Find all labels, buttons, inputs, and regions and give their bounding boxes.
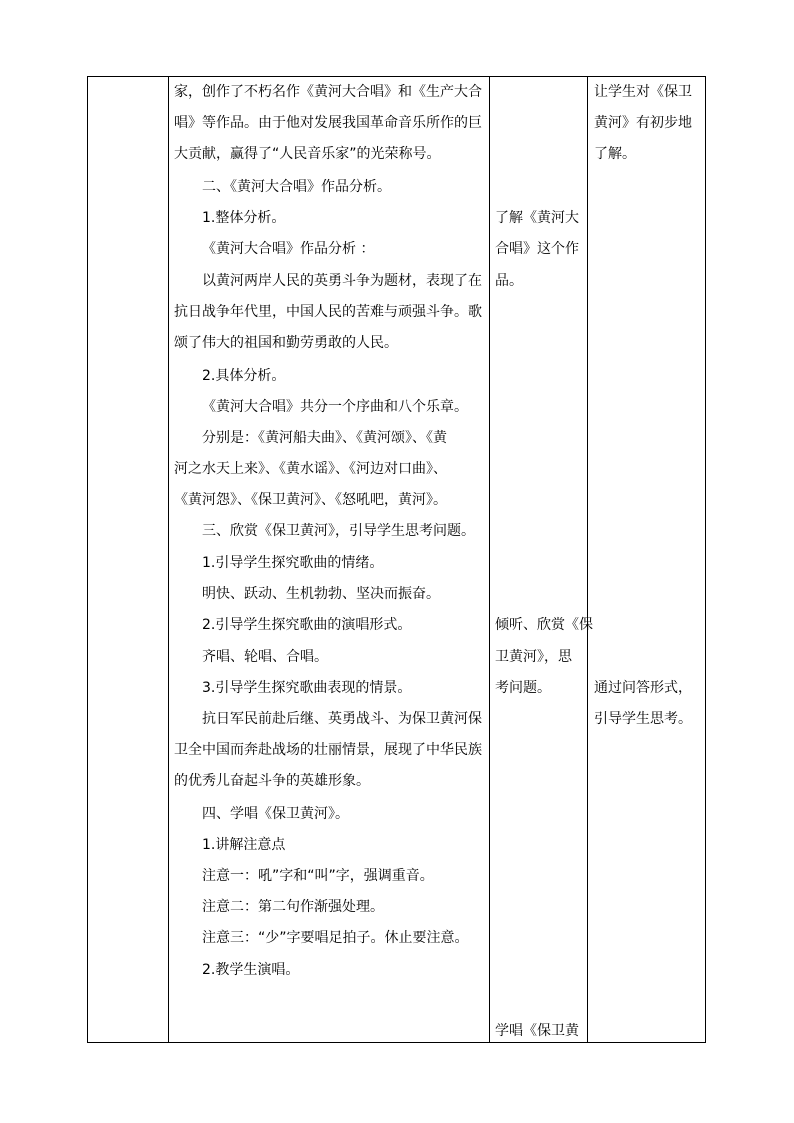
content-line: 分别是：《黄河船夫曲》、《黄河颂》、《黄 xyxy=(202,430,447,446)
content-line: 注意二：第二句作渐强处理。 xyxy=(202,899,384,915)
content-line: 齐唱、轮唱、合唱。 xyxy=(202,649,328,665)
content-line: 明快、跃动、生机勃勃、坚决而振奋。 xyxy=(202,586,440,602)
intent-line: 通过问答形式， xyxy=(594,680,692,696)
lesson-plan-table xyxy=(87,76,706,1043)
activity-line: 考问题。 xyxy=(495,680,551,696)
content-line: 2.具体分析。 xyxy=(202,368,286,384)
activity-line: 卫黄河》，思 xyxy=(495,649,572,665)
intent-line: 了解。 xyxy=(594,146,636,162)
column-divider xyxy=(168,77,169,1042)
content-line: 1.整体分析。 xyxy=(202,210,286,226)
content-line: 2.教学生演唱。 xyxy=(202,962,300,978)
column-divider xyxy=(489,77,490,1042)
content-line: 家，创作了不朽名作《黄河大合唱》和《生产大合 xyxy=(174,84,482,100)
content-line: 的优秀儿奋起斗争的英雄形象。 xyxy=(174,773,370,789)
activity-line: 合唱》这个作 xyxy=(495,241,579,257)
section-heading: 二、《黄河大合唱》作品分析。 xyxy=(202,179,391,195)
content-line: 注意一：吼”字和“叫”字，强调重音。 xyxy=(202,868,434,884)
intent-line: 黄河》有初步地 xyxy=(594,115,692,131)
section-heading: 四、学唱《保卫黄河》。 xyxy=(202,806,349,822)
activity-line: 学唱《保卫黄 xyxy=(495,1023,579,1039)
content-line: 颂了伟大的祖国和勤劳勇敢的人民。 xyxy=(174,335,398,351)
intent-line: 引导学生思考。 xyxy=(594,711,692,727)
content-line: 《黄河大合唱》作品分析 ： xyxy=(202,241,375,257)
activity-line: 了解《黄河大 xyxy=(495,210,579,226)
content-line: 抗日军民前赴后继、英勇战斗、为保卫黄河保 xyxy=(202,711,482,727)
content-line: 以黄河两岸人民的英勇斗争为题材，表现了在 xyxy=(202,273,482,289)
content-line: 河之水天上来》、《黄水谣》、《河边对口曲》、 xyxy=(174,461,447,477)
activity-line: 倾听、欣赏《保 xyxy=(495,617,593,633)
content-line: 1.引导学生探究歌曲的情绪。 xyxy=(202,555,384,571)
content-line: 注意三：“少”字要唱足拍子。休止要注意。 xyxy=(202,930,469,946)
column-divider xyxy=(587,77,588,1042)
intent-line: 让学生对《保卫 xyxy=(594,84,692,100)
content-line: 3.引导学生探究歌曲表现的情景。 xyxy=(202,680,412,696)
content-line: 唱》等作品。由于他对发展我国革命音乐所作的巨 xyxy=(174,115,482,131)
content-line: 2.引导学生探究歌曲的演唱形式。 xyxy=(202,617,412,633)
content-line: 《黄河怨》、《保卫黄河》、《怒吼吧，黄河》。 xyxy=(174,492,447,508)
content-line: 卫全中国而奔赴战场的壮丽情景，展现了中华民族 xyxy=(174,742,482,758)
activity-line: 品。 xyxy=(495,273,523,289)
content-line: 抗日战争年代里，中国人民的苦难与顽强斗争。歌 xyxy=(174,304,482,320)
section-heading: 三、欣赏《保卫黄河》，引导学生思考问题。 xyxy=(202,523,475,539)
content-line: 1.讲解注意点 xyxy=(202,837,286,853)
content-line: 《黄河大合唱》共分一个序曲和八个乐章。 xyxy=(202,399,468,415)
content-line: 大贡献，赢得了“人民音乐家”的光荣称号。 xyxy=(174,146,441,162)
